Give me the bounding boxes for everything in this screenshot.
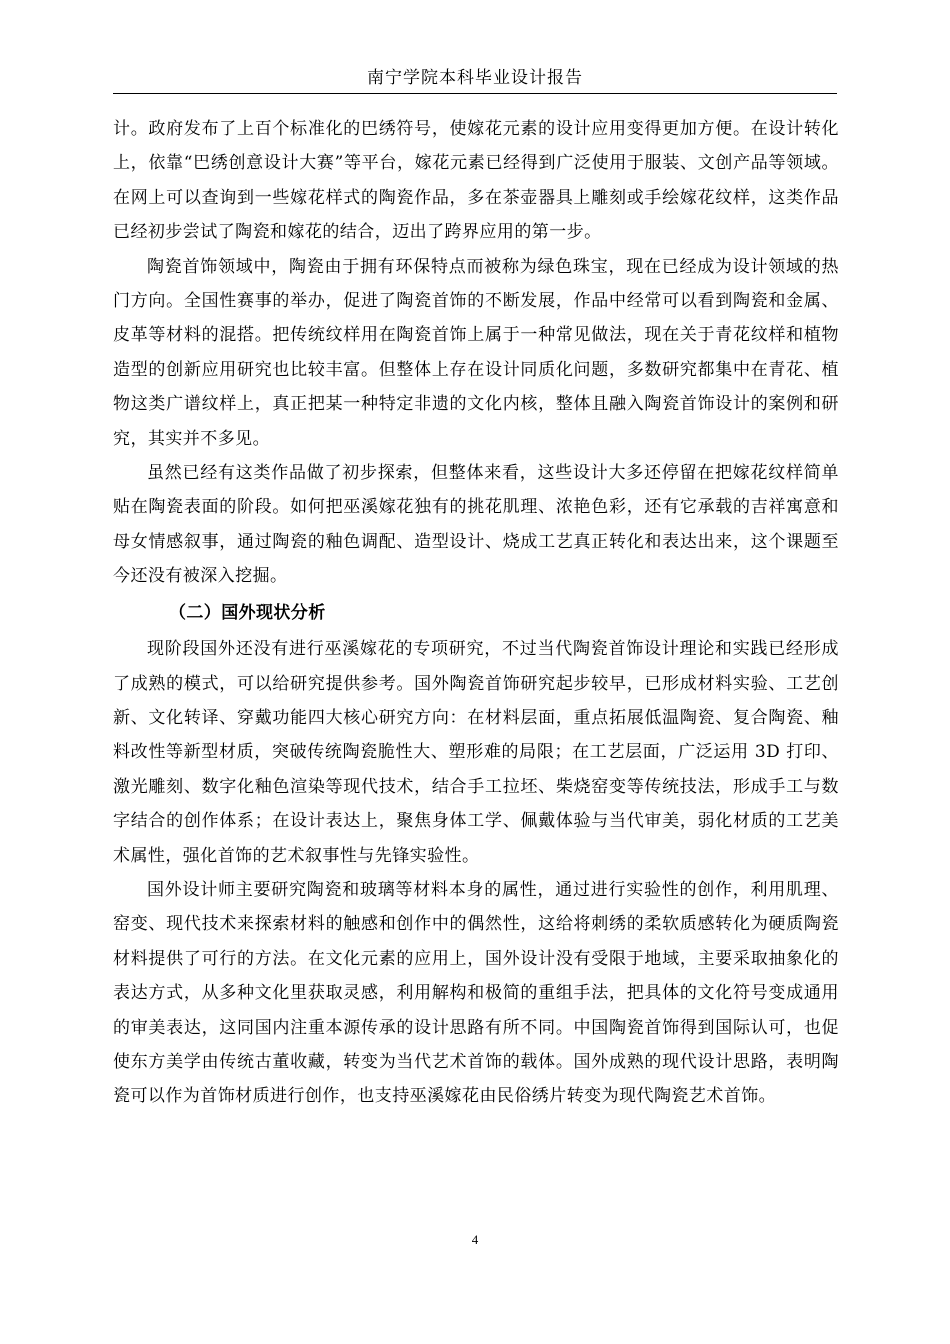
page-number: 4 [471,1232,479,1247]
section-heading: （二）国外现状分析 [169,602,326,623]
paragraph-foreign-status: 现阶段国外还没有进行巫溪嫁花的专项研究，不过当代陶瓷首饰设计理论和实践已经形成了成熟的模式，可以给研究提供参考。国外陶瓷首饰研究起步较早，已形成材料实验、工艺创新、文化转译、穿戴功能四大核心研究方向：在材料层面，重点拓展低温陶瓷、复合陶瓷、釉料改性等新型材质，突破传统陶瓷脆性大、塑形难的局限；在工艺层面，广泛运用 3D 打印、激光雕刻、数字化釉色渲染等现代技术，结合手工拉坯、柴烧窑变等传统技法，形成手工与数字结合的创作体系；在设计表达上，聚焦身体工学、佩戴体验与当代审美，弱化材质的工艺美术属性，强化首饰的艺术叙事性与先锋实验性。 [113,639,839,866]
header-divider [113,93,837,94]
document-body [113,112,839,1114]
paragraph-exploration: 虽然已经有这类作品做了初步探索，但整体来看，这些设计大多还停留在把嫁花纹样简单贴在陶瓷表面的阶段。如何把巫溪嫁花独有的挑花肌理、浓艳色彩，还有它承载的吉祥寓意和母女情感叙事，通过陶瓷的釉色调配、造型设计、烧成工艺真正转化和表达出来，这个课题至今还没有被深入挖掘。 [113,463,839,587]
page-header-title: 南宁学院本科毕业设计报告 [367,68,583,88]
paragraph-foreign-designers: 国外设计师主要研究陶瓷和玻璃等材料本身的属性，通过进行实验性的创作，利用肌理、窑变、现代技术来探索材料的触感和创作中的偶然性，这给将刺绣的柔软质感转化为硬质陶瓷材料提供了可行的方法。在文化元素的应用上，国外设计没有受限于地域，主要采取抽象化的表达方式，从多种文化里获取灵感，利用解构和极简的重组手法，把具体的文化符号变成通用的审美表达，这同国内注重本源传承的设计思路有所不同。中国陶瓷首饰得到国际认可，也促使东方美学由传统古董收藏，转变为当代艺术首饰的载体。国外成熟的现代设计思路，表明陶瓷可以作为首饰材质进行创作，也支持巫溪嫁花由民俗绣片转变为现代陶瓷艺术首饰。 [113,879,839,1107]
paragraph-continued: 计。政府发布了上百个标准化的巴绣符号，使嫁花元素的设计应用变得更加方便。在设计转化上，依靠“巴绣创意设计大赛”等平台，嫁花元素已经得到广泛使用于服装、文创产品等领域。在网上可以查询到一些嫁花样式的陶瓷作品，多在茶壶器具上雕刻或手绘嫁花纹样，这类作品已经初步尝试了陶瓷和嫁花的结合，迈出了跨界应用的第一步。 [113,119,839,243]
paragraph-ceramic-jewelry: 陶瓷首饰领域中，陶瓷由于拥有环保特点而被称为绿色珠宝，现在已经成为设计领域的热门方向。全国性赛事的举办，促进了陶瓷首饰的不断发展，作品中经常可以看到陶瓷和金属、皮革等材料的混搭。把传统纹样用在陶瓷首饰上属于一种常见做法，现在关于青花纹样和植物造型的创新应用研究也比较丰富。但整体上存在设计同质化问题，多数研究都集中在青花、植物这类广谱纹样上，真正把某一种特定非遗的文化内核，整体且融入陶瓷首饰设计的案例和研究，其实并不多见。 [113,256,839,449]
